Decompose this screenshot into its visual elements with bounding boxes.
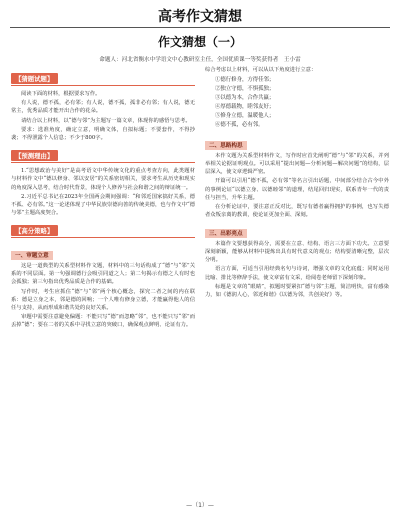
page-number: —（1）— bbox=[186, 502, 214, 509]
list-item: ②独立守德，不惧孤独； bbox=[215, 86, 275, 93]
paragraph: 本作文题为关系型材料作文，写作时应首先阐明“德”与“邻”的关系，并列举相关论据证明观点。可以采用“提出问题—分析问题—解决问题”的结构，层层深入，使文章逻辑严密。 bbox=[205, 152, 389, 176]
page-title: 高考作文猜想 bbox=[158, 9, 242, 25]
left-column bbox=[11, 66, 195, 506]
author-line: 命题人：河北省衡水中学语文中心教研室主任，全国优质课一等奖获得者 王小雷 bbox=[99, 57, 301, 63]
subsection-header: 三、出彩亮点 bbox=[205, 229, 247, 238]
right-column bbox=[205, 66, 389, 506]
thesis-option-list bbox=[215, 76, 389, 130]
paragraph: 请结合以上材料，以“德与邻”为主题写一篇文章，体现你的感悟与思考。 bbox=[21, 117, 191, 124]
paragraph: 阅读下面的材料，根据要求写作。 bbox=[21, 91, 101, 97]
paragraph: 这是一道典型的关系型材料作文题，材料中的三句话构成了“德”与“邻”关系的不同层面。第一句强调德行会吸引同道之人；第二句揭示有德之人有时也会孤独；第三句指出优秀品质是合作的基础。 bbox=[11, 262, 195, 286]
paragraph: 标题是文章的“眼睛”，拟题时要紧扣“德与邻”主题，简洁明快，富有感染力，如《德润人心，邻近和谐》《以德为邻，共创美好》等。 bbox=[205, 283, 389, 299]
list-item: ⑤修身立德，温暖他人； bbox=[215, 113, 275, 120]
subsection-header: 二、思路构思 bbox=[205, 141, 247, 150]
paragraph: 开篇可以引用“德不孤，必有邻”等名言引出话题，中间部分结合古今中外的事例论证“以德立身、以德睦邻”的道理，结尾回归现实，联系青年一代的责任与担当，升华主题。 bbox=[205, 178, 389, 201]
list-item: ⑥德不孤，必有邻。 bbox=[215, 122, 264, 129]
paragraph: 在分析论证中，要注意正反对比，既写有德者赢得拥护的事例，也写失德者众叛亲离的教训，使论证更加全面、深刻。 bbox=[205, 203, 389, 219]
section-header-prompt: 【猜题试题】 bbox=[11, 73, 58, 84]
subsection-header: 一、审题立意 bbox=[11, 251, 53, 260]
section-header-reason: 【预测理由】 bbox=[11, 150, 58, 161]
paragraph: 2.习近平总书记在2023年全国两会期间强调：“和邻近国家搞好关系，德不孤、必有邻。”这一论述体现了中华民族崇德向善的传统美德，也与作文中“德与邻”主题高度契合。 bbox=[11, 193, 195, 217]
list-item: ④厚德载物，睦邻友好； bbox=[215, 104, 275, 111]
section-header-strategy: 【高分策略】 bbox=[11, 225, 58, 236]
paragraph: 有人说，德不孤，必有邻；有人说，德不孤，孤非必有邻；有人说，德无常主，优秀品质才能开出合作的花朵。 bbox=[11, 100, 195, 115]
list-item: ③以德为本，合作共赢； bbox=[215, 95, 275, 102]
paragraph: 审题中需要注意避免偏题：不能只写“德”而忽略“邻”，也不能只写“邻”而丢掉“德”；要在二者的关系中寻找立意的突破口，确保观点鲜明、论证有力。 bbox=[11, 314, 195, 329]
section-rule bbox=[11, 162, 195, 163]
article-subtitle: 作文猜想（一） bbox=[157, 35, 242, 49]
paragraph: 本篇作文要想获得高分，需要在立意、结构、语言三方面下功夫。立意要深刻新颖，能够从材料中提炼出具有时代意义的观点；结构要清晰完整，层次分明。 bbox=[205, 240, 389, 264]
header-divider bbox=[10, 27, 390, 28]
section-rule bbox=[11, 237, 195, 238]
paragraph: 写作时，考生应抓住“德”与“邻”两个核心概念，探究二者之间的内在联系：德是立身之本，邻是德的回响；一个人唯有修身立德，才能赢得他人的信任与支持，从而形成和谐共处的良好关系。 bbox=[11, 288, 195, 311]
paragraph: 语言方面，可适当引用经典名句与诗词，增强文章的文化底蕴；同时运用比喻、排比等修辞手法，使文章富有文采，给阅卷老师留下深刻印象。 bbox=[205, 266, 389, 281]
paragraph: 1.“思想政治与美好”是高考语文中华传统文化的重点考查方向，此类题材与材料作文中“德以修身、邻以安居”的关系密切相关，要求考生从历史和现实的角度深入思考，结合时代背景，体现个人修养与社会和谐之间的辩证统一。 bbox=[11, 168, 195, 191]
paragraph: 要求：选准角度，确定立意，明确文体，自拟标题；不要套作，不得抄袭；不得泄露个人信息；不少于800字。 bbox=[11, 126, 195, 142]
list-item: ①德行修身，方得佳邻； bbox=[215, 77, 275, 84]
section-rule bbox=[11, 85, 195, 86]
paragraph: 综合考虑以上材料，可以从以下角度进行立意： bbox=[205, 67, 317, 73]
